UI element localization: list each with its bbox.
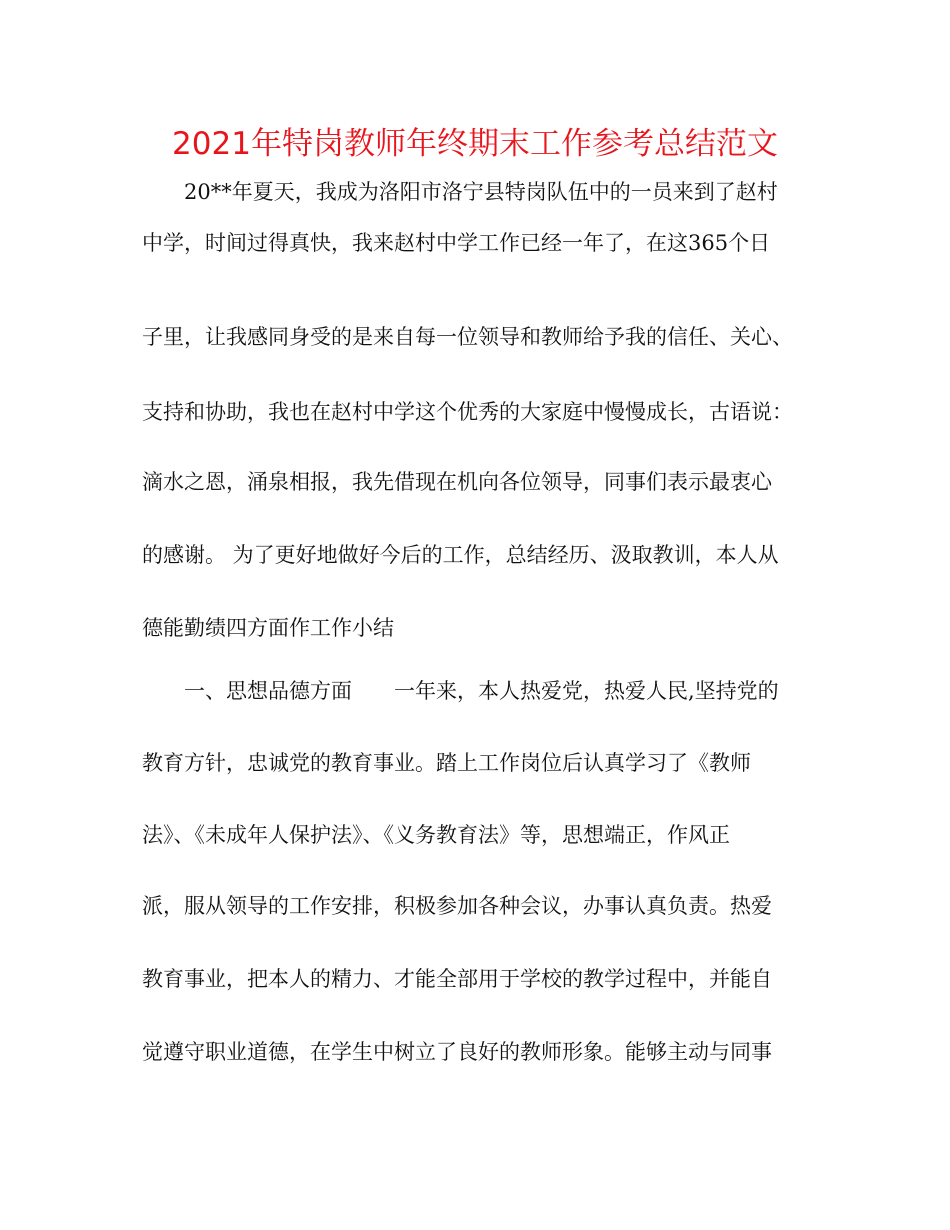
paragraph-line: 子里，让我感同身受的是来自每一位领导和教师给予我的信任、关心、: [142, 325, 793, 349]
paragraph-line: 教育方针，忠诚党的教育事业。踏上工作岗位后认真学习了《教师: [142, 751, 751, 775]
paragraph-line: 一、思想品德方面 一年来，本人热爱党，热爱人民,坚持党的: [142, 679, 779, 703]
paragraph-line: 法》、《未成年人保护法》、《义务教育法》等，思想端正，作风正: [142, 823, 730, 847]
paragraph-line: 20**年夏天，我成为洛阳市洛宁县特岗队伍中的一员来到了赵村: [142, 180, 778, 204]
paragraph-line: 教育事业，把本人的精力、才能全部用于学校的教学过程中，并能自: [142, 967, 772, 991]
paragraph-line: 德能勤绩四方面作工作小结: [142, 616, 394, 640]
paragraph-line: 派，服从领导的工作安排，积极参加各种会议，办事认真负责。热爱: [142, 894, 772, 918]
document-title: 2021年特岗教师年终期末工作参考总结范文: [172, 126, 778, 162]
paragraph-line: 滴水之恩，涌泉相报，我先借现在机向各位领导，同事们表示最衷心: [142, 470, 772, 494]
paragraph-line: 中学，时间过得真快，我来赵村中学工作已经一年了，在这365个日: [142, 231, 771, 255]
paragraph-line: 支持和协助，我也在赵村中学这个优秀的大家庭中慢慢成长，古语说：: [142, 400, 793, 424]
paragraph-line: 觉遵守职业道德，在学生中树立了良好的教师形象。能够主动与同事: [142, 1040, 772, 1064]
paragraph-line: 的感谢。 为了更好地做好今后的工作，总结经历、汲取教训，本人从: [142, 543, 779, 567]
